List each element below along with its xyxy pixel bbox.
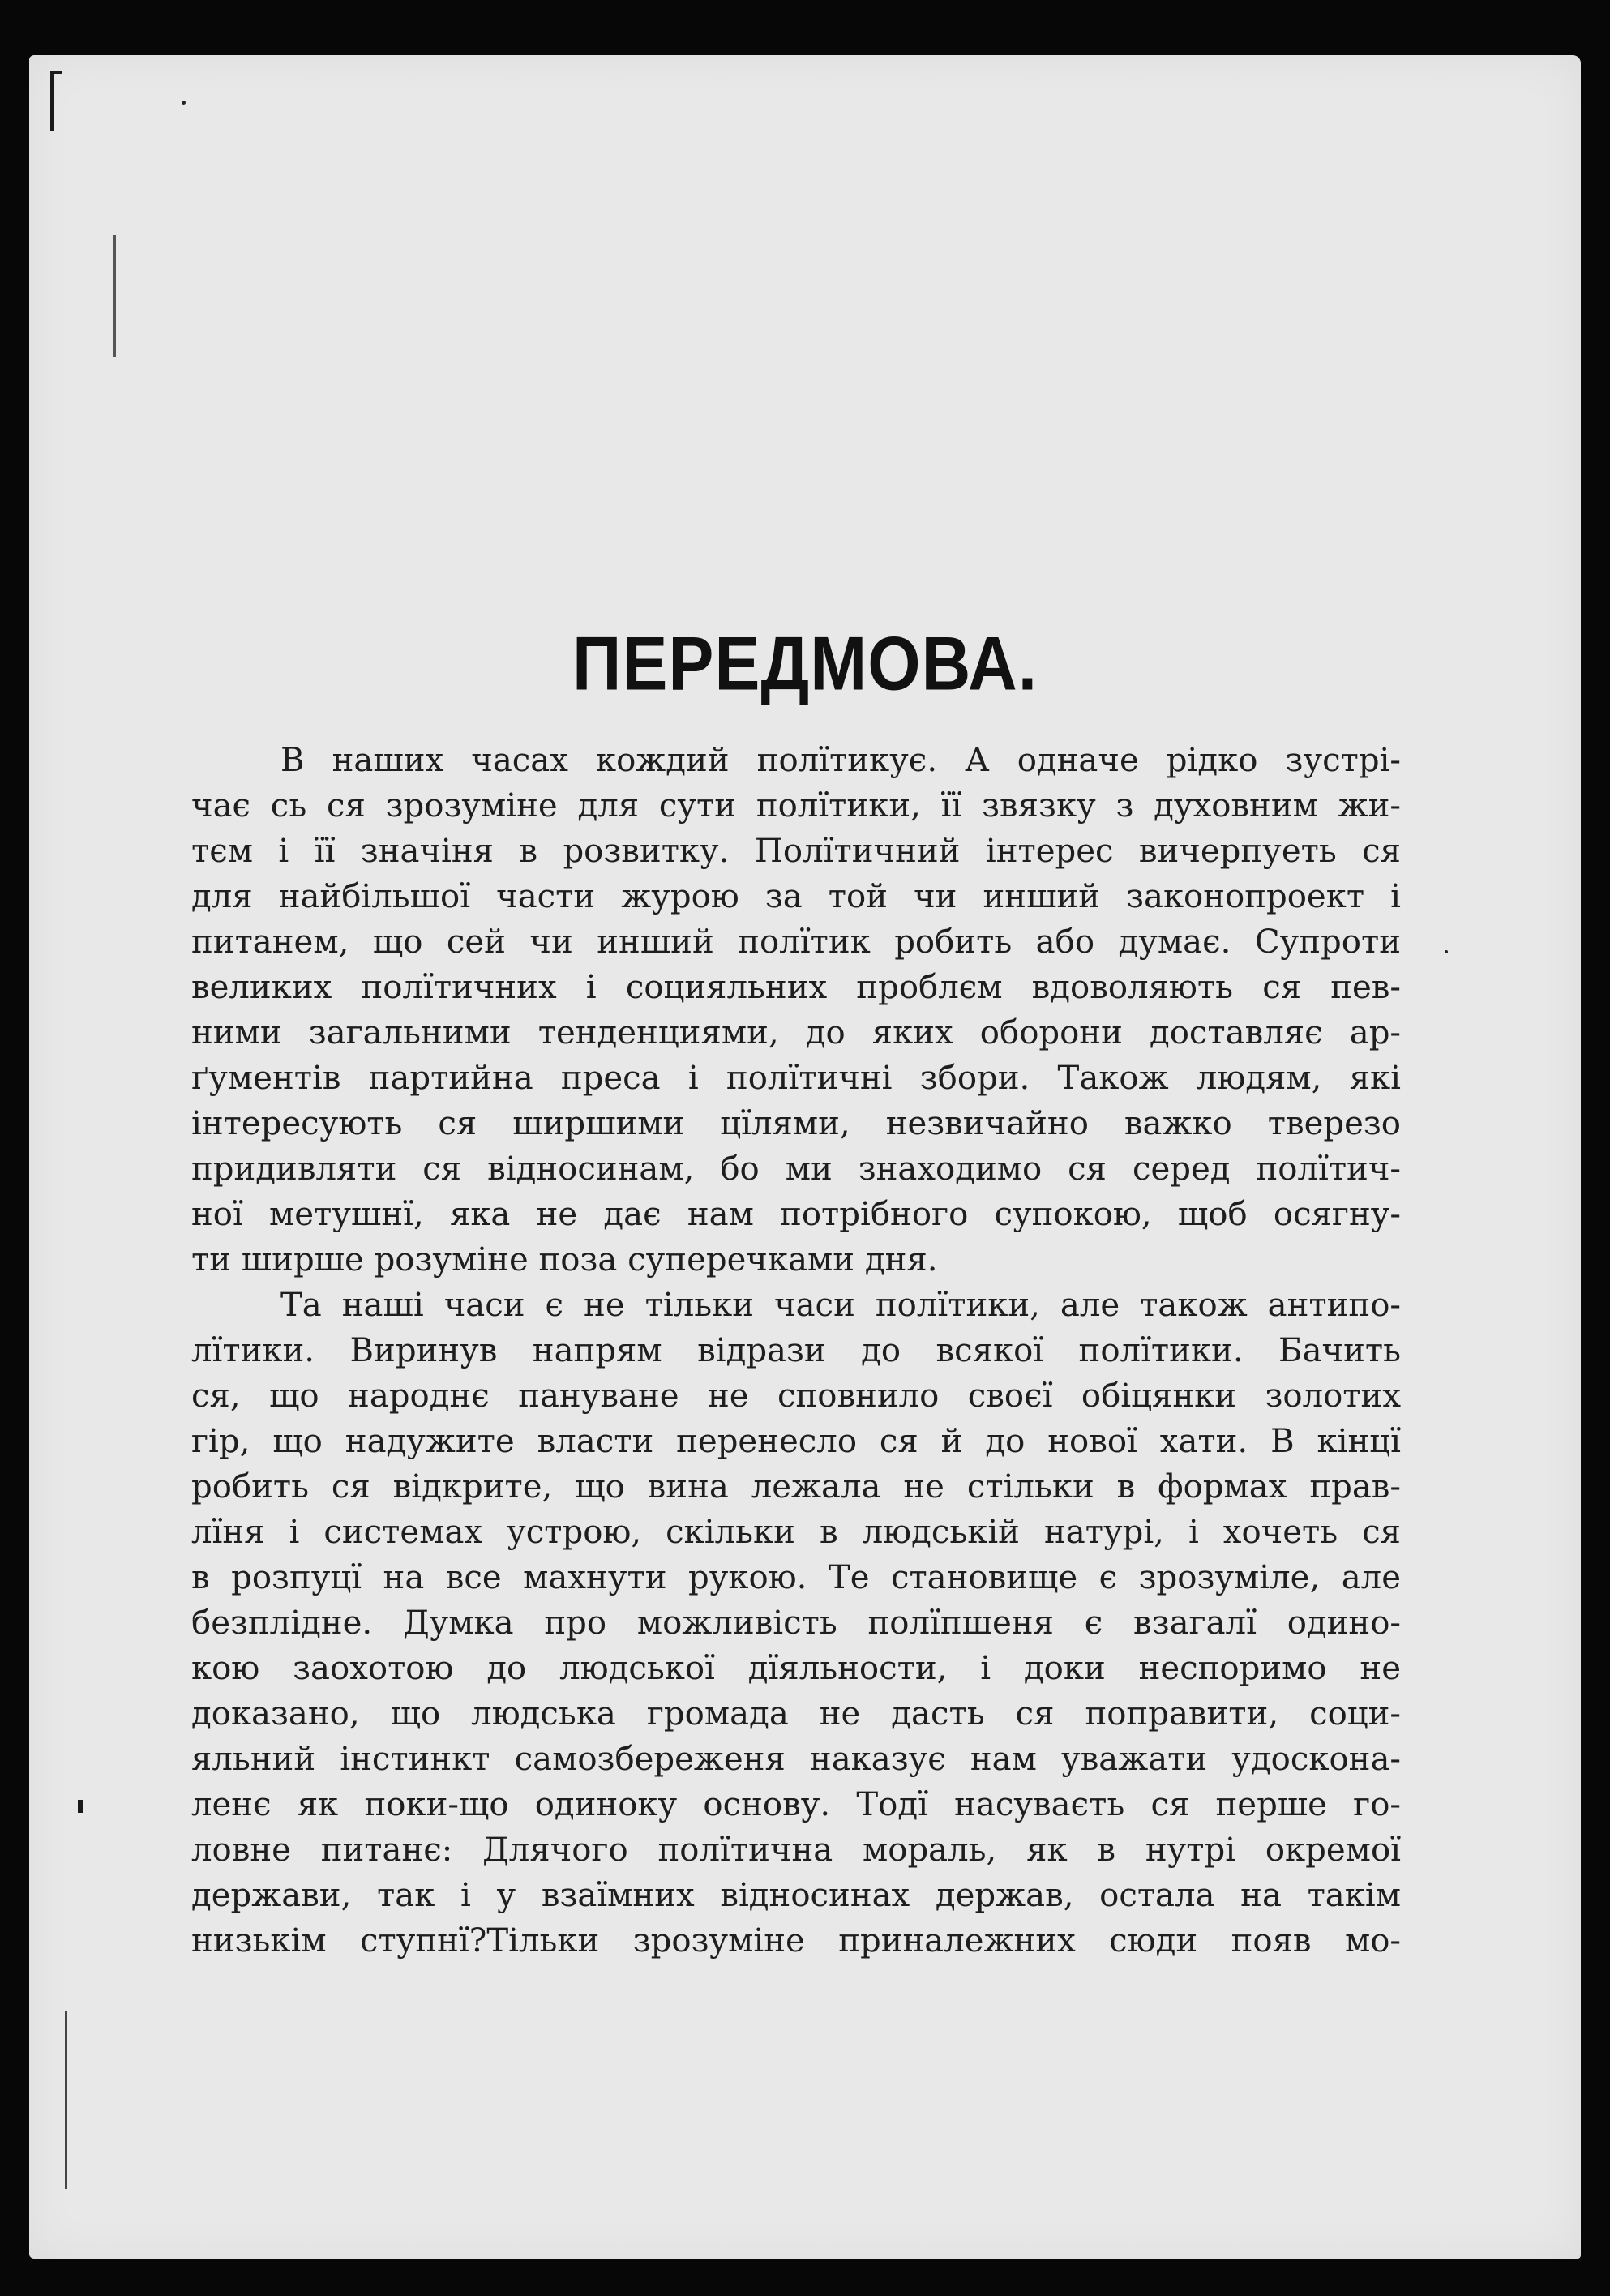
text-line: ної метушнї, яка не дає нам потрібного супокою, щоб осягну- [191,1196,1401,1233]
text-line: ними загальними тенденциями, до яких оборони доставляє ар- [191,1014,1401,1052]
text-line: безплідне. Думка про можливість полїпшеня є взагалї одино- [191,1604,1401,1642]
text-line: яльний інстинкт самозбереженя наказує нам уважати удоскона- [191,1741,1401,1778]
text-line: робить ся відкрите, що вина лежала не стільки в формах прав- [191,1468,1401,1506]
text-line: в розпуцї на все махнути рукою. Те становище є зрозуміле, але [191,1559,1401,1596]
body-text [191,738,1401,1964]
binding-mark [50,71,54,131]
scan-speck [1445,950,1448,953]
binding-mark [65,2011,67,2189]
text-line: гір, що надужите власти перенесло ся й до нової хати. В кінцї [191,1423,1401,1460]
text-line: лїтики. Виринув напрям відрази до всякої полїтики. Бачить [191,1332,1401,1369]
text-line: чає сь ся зрозуміне для сути полїтики, її звязку з духовним жи- [191,787,1401,825]
binding-mark [50,71,62,74]
binding-mark [78,1800,83,1813]
text-line: великих полїтичних і социяльних проблєм вдоволяють ся пев- [191,969,1401,1006]
text-line: Та наші часи є не тільки часи полїтики, але також антипо- [280,1287,1401,1324]
text-line: тєм і її значіня в розвитку. Полїтичний інтерес вичерпуеть ся [191,833,1401,870]
text-line: низькім ступнї?Тільки зрозуміне приналежних сюди появ мо- [191,1922,1401,1960]
text-line: питанем, що сей чи инший полїтик робить або думає. Супроти [191,923,1401,961]
binding-mark [113,235,116,357]
text-line: для найбільшої части журою за той чи инший законопроект і [191,878,1401,915]
text-line: інтересують ся ширшими цїлями, незвичайно важко тверезо [191,1105,1401,1142]
text-line: придивляти ся відносинам, бо ми знаходимо ся серед полїтич- [191,1150,1401,1188]
page-title: ПЕРЕДМОВА. [572,620,1038,706]
text-line: ґументів партийна преса і полїтичні збори. Також людям, які [191,1060,1401,1097]
text-line: ти ширше розуміне поза суперечками дня. [191,1241,938,1279]
text-line: В наших часах кождий полїтикує. А одначе рідко зустрі- [280,742,1401,779]
scan-speck [182,101,186,105]
text-line: доказано, що людська громада не дасть ся поправити, соци- [191,1695,1401,1733]
text-line: ленє як поки-що одиноку основу. Тодї насуваєть ся перше го- [191,1786,1401,1823]
text-line: ловне питанє: Длячого полїтична мораль, як в нутрі окремої [191,1831,1401,1869]
text-line: ся, що народнє пануване не сповнило своєї обіцянки золотих [191,1377,1401,1415]
text-line: держави, так і у взаїмних відносинах держав, остала на такім [191,1877,1401,1914]
text-line: кою заохотою до людської дїяльности, і доки неспоримо не [191,1650,1401,1687]
text-line: лїня і системах устрою, скільки в людській натурі, і хочеть ся [191,1514,1401,1551]
